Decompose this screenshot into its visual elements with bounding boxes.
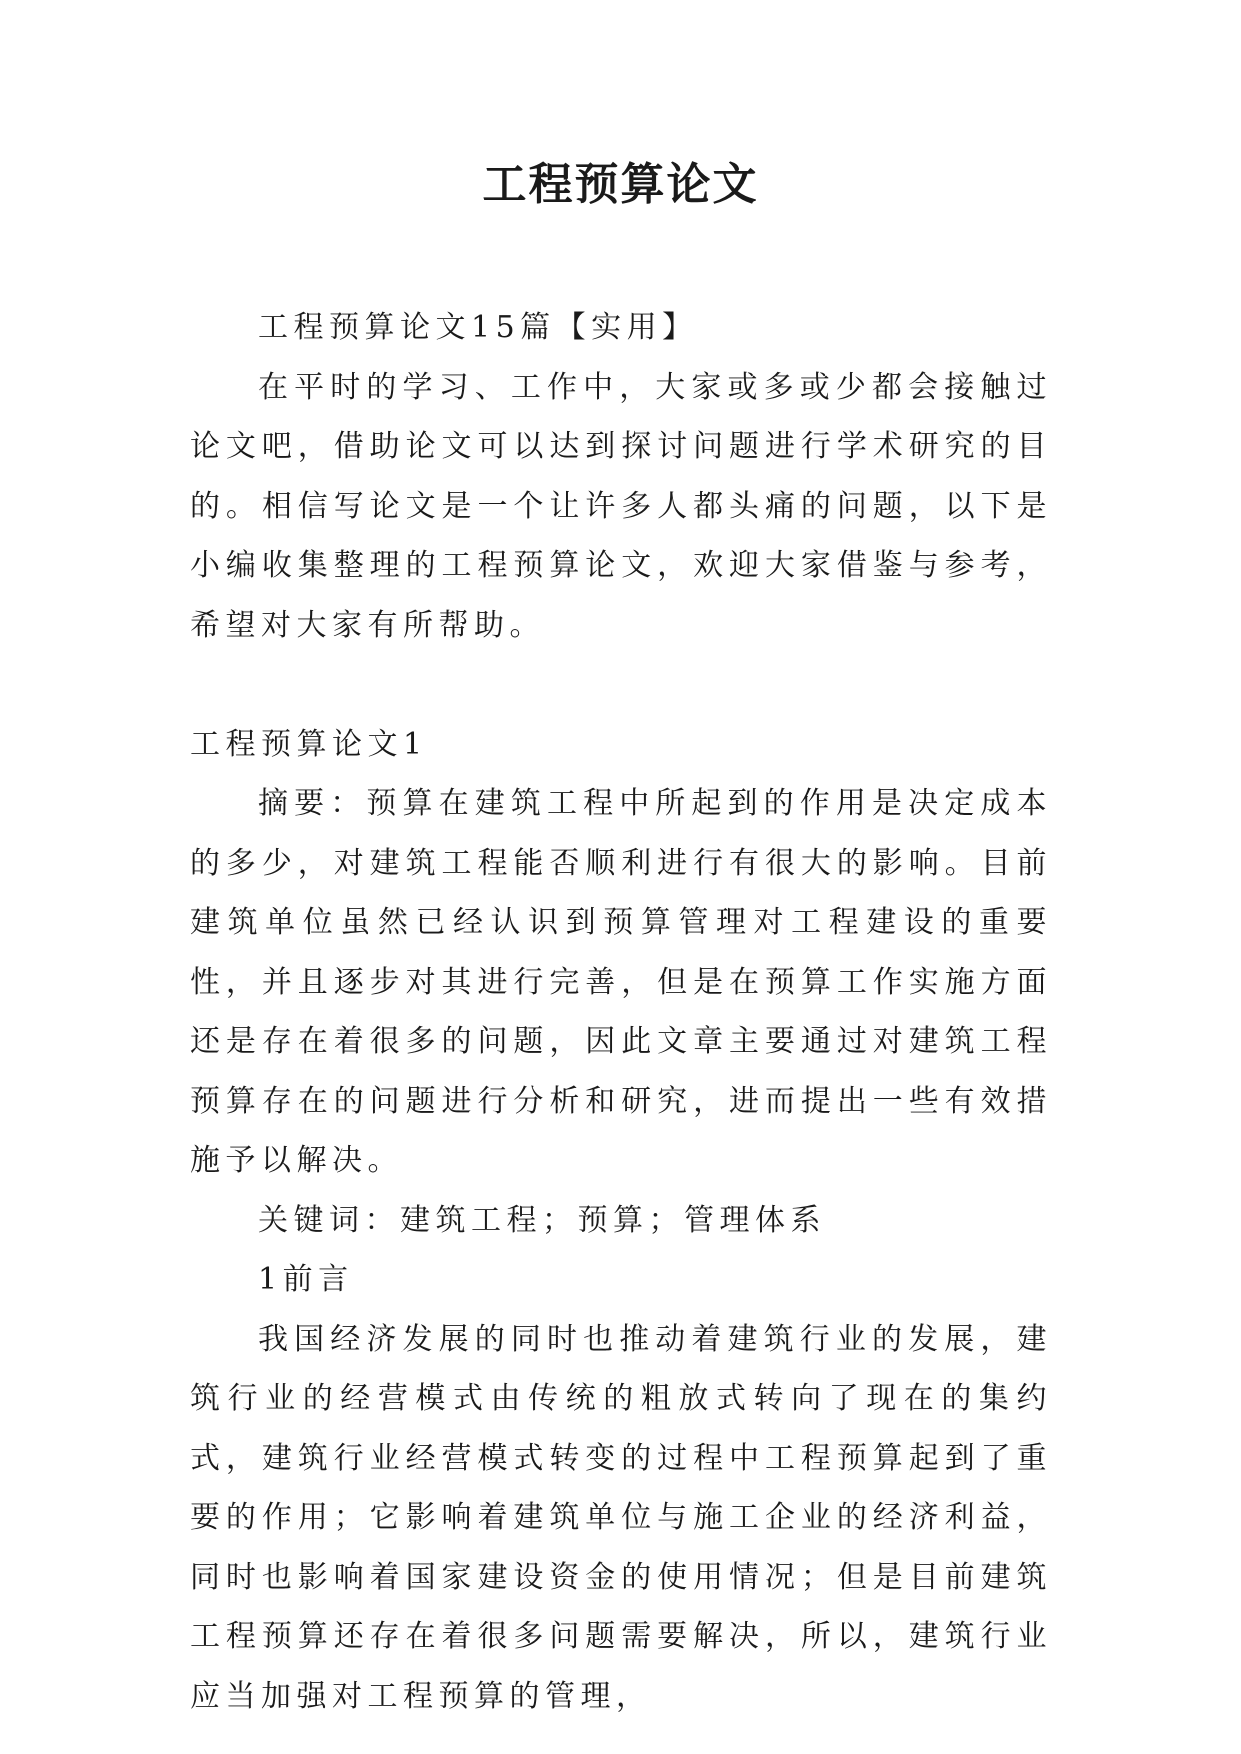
preface-heading: 1前言 [258,1262,354,1297]
section-heading: 工程预算论文1 [190,726,428,762]
document-title: 工程预算论文 [482,159,759,210]
document-subtitle: 工程预算论文15篇【实用】 [258,310,698,345]
intro-paragraph: 在平时的学习、工作中，大家或多或少都会接触过论文吧，借助论文可以达到探讨问题进行学术研究的目的。相信写论文是一个让许多人都头痛的问题，以下是小编收集整理的工程预算论文，欢迎大家借鉴与参考，希望对大家有所帮助。 [190,369,1052,643]
preface-paragraph: 我国经济发展的同时也推动着建筑行业的发展，建筑行业的经营模式由传统的粗放式转向了现在的集约式，建筑行业经营模式转变的过程中工程预算起到了重要的作用；它影响着建筑单位与施工企业的经济利益，同时也影响着国家建设资金的使用情况；但是目前建筑工程预算还存在着很多问题需要解决，所以，建筑行业应当加强对工程预算的管理， [190,1321,1052,1714]
keywords-line: 关键词：建筑工程；预算；管理体系 [258,1202,826,1238]
paragraph-spacer [190,655,1052,715]
abstract-paragraph: 摘要：预算在建筑工程中所起到的作用是决定成本的多少，对建筑工程能否顺利进行有很大的影响。目前建筑单位虽然已经认识到预算管理对工程建设的重要性，并且逐步对其进行完善，但是在预算工作实施方面还是存在着很多的问题，因此文章主要通过对建筑工程预算存在的问题进行分析和研究，进而提出一些有效措施予以解决。 [190,786,1052,1178]
document-body [190,298,1052,1726]
